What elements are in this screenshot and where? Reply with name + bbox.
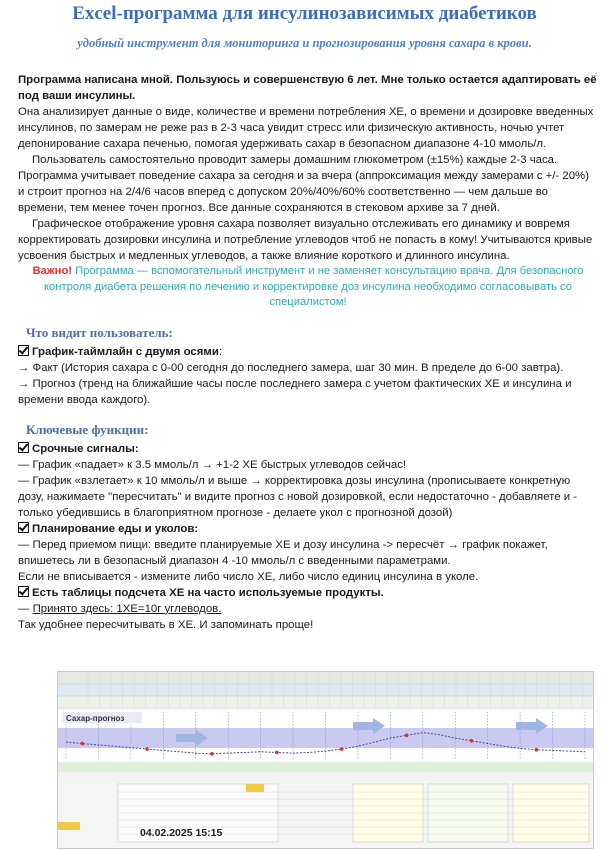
important-notice <box>18 264 598 311</box>
intro-lead: Программа написана мной. Пользуюсь и совершенствую 6 лет. Мне только остается адаптировать её под ваши инсулины. <box>18 74 597 102</box>
urgent-item-2: — График «взлетает» к 10 ммоль/л и выше → корректировка дозы инсулина (прописываете конкретную дозу, нажимаете "пересчитать" и видите прогноз с новой дозировкой, если недостаточно - добавляете и - только убедившись в благоприятном прогнозе - делаете укол с прогнозной дозой) <box>18 474 578 519</box>
planning-title: Планирование еды и уколов: <box>32 522 199 535</box>
sugar-point <box>80 742 84 746</box>
tables-item-1: Принято здесь: 1ХЕ=10г углеводов. <box>32 602 222 615</box>
sugar-point <box>145 747 149 751</box>
important-text: Программа — вспомогательный инструмент и не заменяет консультацию врача. Для безопасного контроля диабета решения по лечению и корректировке доз инсулина необходимо согласовывать со специалистом! <box>44 265 584 308</box>
excel-screenshot-svg <box>58 672 593 848</box>
sheet-values-row <box>58 762 593 772</box>
chart-label: Сахар-прогноз <box>66 714 125 723</box>
page-title: Excel-программа для инсулинозависимых диабетиков <box>72 3 537 24</box>
intro-paragraph-3: Графическое отображение уровня сахара позволяет визуально отслеживать его динамику и вовремя корректировать дозировки инсулина и потребление углеводов чтоб не попасть в кому! Учитываются кривые усвоения быстрых и медленных углеводов, а также влияние короткого и длинного инсулина. <box>18 218 593 262</box>
checkbox-checked-icon <box>18 586 29 597</box>
section-heading-keys: Ключевые функции: <box>26 421 149 437</box>
sheet-time-row <box>58 684 593 696</box>
important-label: Важно! <box>32 265 73 277</box>
sheet-input-row <box>58 696 593 708</box>
forecast-item: → Прогноз (тренд на ближайшие часы после последнего замера с учетом фактических ХЕ и инсулина и времени ввода каждого). <box>18 377 572 406</box>
intro-paragraph-1: Она анализирует данные о виде, количестве и времени потребления ХЕ, о времени и дозировке введенных инсулинов, по замерам не реже раз в 2-3 часа увидит стресс или физическую активность, ночью учтет депонирование сахара печенью, помогая удерживать сахар в безопасном диапазоне 4-10 ммоль/л. <box>18 106 594 150</box>
yellow-cell-2 <box>246 784 264 792</box>
sheet-values-row-2 <box>58 772 593 782</box>
sugar-point <box>210 752 214 756</box>
timeline-title: График-таймлайн с двумя осями <box>32 345 219 358</box>
checkbox-checked-icon <box>18 345 29 356</box>
fact-item: → Факт (История сахара с 0-00 сегодня до последнего замера, шаг 30 мин. В пределе до 6-00 завтра). <box>18 361 564 374</box>
timestamp: 04.02.2025 15:15 <box>140 827 223 839</box>
sheet-header-row <box>58 672 593 684</box>
planning-item-1: — Перед приемом пищи: введите планируемые ХЕ и дозу инсулина -> пересчёт → график покажет, впишетесь ли в безопасный диапазон 4 -10 ммоль/л с введенными параметрами. <box>18 538 548 567</box>
planning-item-2: Если не вписывается - измените либо число ХЕ, либо число единиц инсулина в уколе. <box>18 570 479 583</box>
checkbox-checked-icon <box>18 442 29 453</box>
sugar-point <box>275 751 279 755</box>
sugar-point <box>405 734 409 738</box>
sugar-point <box>340 747 344 751</box>
page-subtitle: удобный инструмент для мониторинга и прогнозирования уровня сахара в крови. <box>77 36 532 50</box>
yellow-cell <box>58 822 80 830</box>
checkbox-checked-icon <box>18 522 29 533</box>
section-heading-user: Что видит пользователь: <box>26 324 173 340</box>
tables-dash: — <box>18 602 33 615</box>
urgent-item-1: — График «падает» к 3.5 ммоль/л → +1-2 ХЕ быстрых углеводов сейчас! <box>18 458 407 471</box>
tables-title: Есть таблицы подсчета ХЕ на часто используемые продукты. <box>32 586 384 599</box>
excel-screenshot <box>57 671 594 849</box>
tables-item-2: Так удобнее пересчитывать в ХЕ. И запоминать проще! <box>18 618 314 631</box>
sugar-point <box>535 748 539 752</box>
document-body <box>18 72 598 633</box>
urgent-title: Срочные сигналы: <box>32 442 139 455</box>
sugar-point <box>470 739 474 743</box>
timeline-colon: : <box>218 345 222 358</box>
intro-paragraph-2: Пользователь самостоятельно проводит замеры домашним глюкометром (±15%) каждые 2-3 часа. Программа учитывает поведение сахара за сегодня и за вчера (аппроксимация между замерами с +/- 20%) и строит прогноз на 2/4/6 часов вперед с допуском 20%/40%/60% соответственно — чем дальше во времени, тем менее точен прогноз. Все данные сохраняются в стековом архиве за 7 дней. <box>18 154 589 214</box>
